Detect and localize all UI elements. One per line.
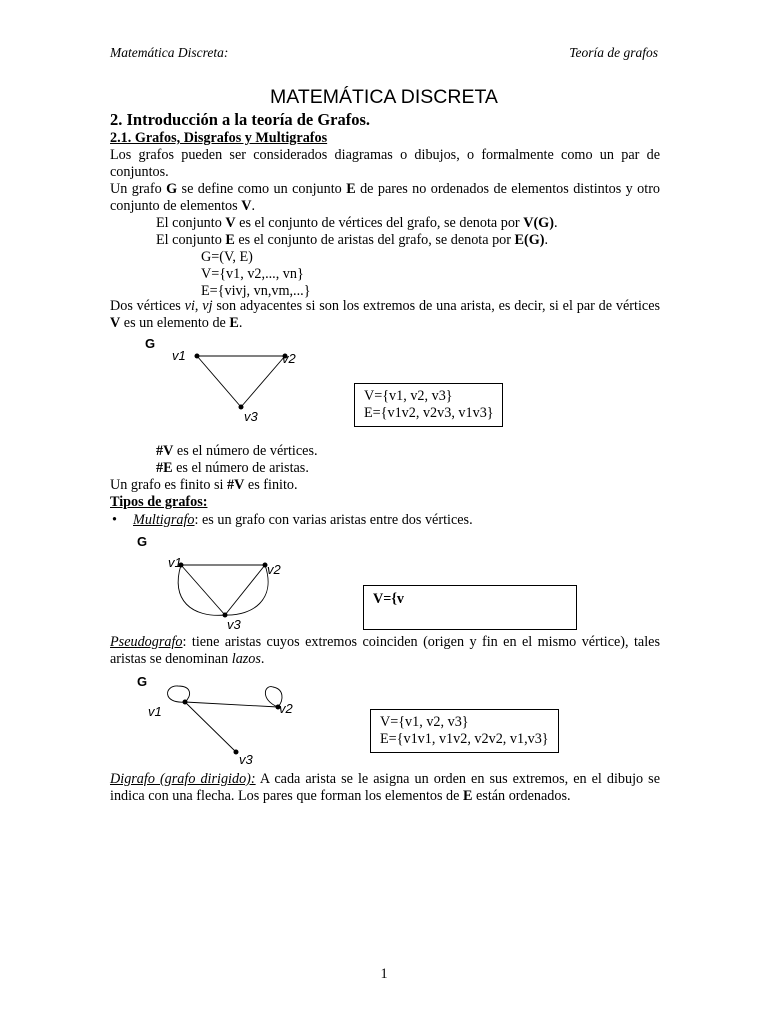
- label-v3: v3: [227, 617, 241, 632]
- pseudograph-paragraph: Pseudografo: tiene aristas cuyos extremos coinciden (origen y fin en el mismo vértice), tales aristas se denominan lazos.: [110, 634, 660, 667]
- label-v1: v1: [148, 704, 162, 719]
- formula-v: V={v1, v2,..., vn}: [201, 266, 304, 282]
- section-heading: 2. Introducción a la teoría de Grafos.: [110, 110, 371, 129]
- finite-graph-line: Un grafo es finito si #V es finito.: [110, 477, 298, 493]
- curved-edge-v1-v3: [178, 565, 225, 615]
- count-vertices-line: #V es el número de vértices.: [156, 443, 318, 459]
- adjacency-paragraph: Dos vértices vi, vj son adyacentes si son los extremos de una arista, es decir, si el par de vértices V es un elemento de E.: [110, 298, 661, 331]
- label-v1: v1: [168, 555, 182, 570]
- vertex-v1: [183, 700, 188, 705]
- label-v3: v3: [244, 409, 258, 424]
- page-title: MATEMÁTICA DISCRETA: [270, 86, 498, 108]
- pseudograph-label: G: [137, 674, 148, 689]
- graph-pseudograph: [132, 670, 312, 770]
- edge-v2-v3: [225, 565, 265, 615]
- formula-e: E={vivj, vn,vm,...}: [201, 283, 311, 299]
- edge-v1-v3: [185, 702, 236, 752]
- loop-v1: [168, 686, 190, 702]
- graph1-box-v: V={v1, v2, v3}: [364, 388, 453, 404]
- intro-paragraph: Los grafos pueden ser considerados diagramas o dibujos, o formalmente como un par de conjuntos.: [110, 147, 660, 180]
- vertex-v3: [234, 750, 239, 755]
- label-v2: v2: [282, 351, 296, 366]
- graph-triangle: [140, 332, 320, 427]
- label-v2: v2: [267, 562, 281, 577]
- multigraph-sets-box: [363, 585, 577, 630]
- header-right: Teoría de grafos: [569, 45, 658, 60]
- graph1-sets-box: [354, 383, 503, 427]
- edge-v2-v3: [241, 356, 285, 407]
- vertex-set-line: El conjunto V es el conjunto de vértices del grafo, se denota por V(G).: [156, 215, 558, 231]
- vertex-v1: [195, 354, 200, 359]
- count-edges-line: #E es el número de aristas.: [156, 460, 309, 476]
- digraph-paragraph: Digrafo (grafo dirigido): A cada arista se le asigna un orden en sus extremos, en el dibujo se indica con una flecha. Los pares que forman los elementos de E están ordenados.: [110, 771, 660, 804]
- formula-g: G=(V, E): [201, 249, 253, 265]
- label-v3: v3: [239, 752, 253, 767]
- graph1-box-e: E={v1v2, v2v3, v1v3}: [364, 405, 494, 421]
- multigraph-bullet: •: [112, 512, 117, 528]
- edge-v1-v3: [181, 565, 225, 615]
- types-heading: Tipos de grafos:: [110, 494, 208, 510]
- edge-set-line: El conjunto E es el conjunto de aristas del grafo, se denota por E(G).: [156, 232, 549, 248]
- header-left: Matemática Discreta:: [110, 45, 229, 60]
- pseudograph-box-e: E={v1v1, v1v2, v2v2, v1,v3}: [380, 731, 549, 747]
- multigraph-label: G: [137, 534, 148, 549]
- label-v2: v2: [279, 701, 293, 716]
- pseudograph-sets-box: [370, 709, 559, 753]
- subsection-heading: 2.1. Grafos, Disgrafos y Multigrafos: [110, 130, 328, 146]
- graph-multigraph: [132, 530, 312, 634]
- page-number: 1: [380, 966, 388, 982]
- vertex-v3: [239, 405, 244, 410]
- pseudograph-box-v: V={v1, v2, v3}: [380, 714, 469, 730]
- graph1-label: G: [145, 336, 156, 351]
- label-v1: v1: [172, 348, 186, 363]
- definition-paragraph: Un grafo G se define como un conjunto E de pares no ordenados de elementos distintos y otro conjunto de elementos V.: [110, 181, 661, 214]
- edge-v1-v3: [197, 356, 241, 407]
- edge-v1-v2: [185, 702, 278, 707]
- multigraph-line: Multigrafo: es un grafo con varias aristas entre dos vértices.: [133, 512, 473, 528]
- multigraph-box-text: V={v: [373, 591, 405, 607]
